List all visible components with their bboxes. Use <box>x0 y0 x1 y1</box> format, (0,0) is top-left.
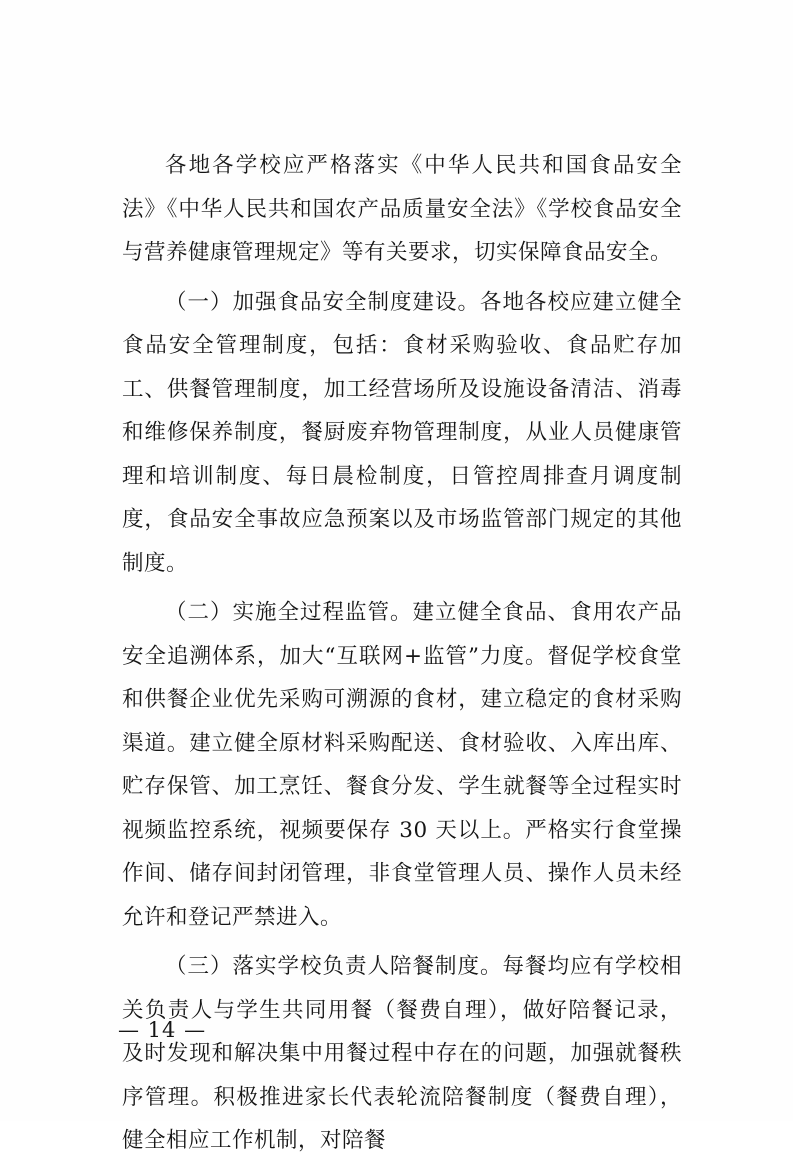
paragraph-section-2: （二）实施全过程监管。建立健全食品、食用农产品安全追溯体系，加大“互联网+监管”力度。督促学校食堂和供餐企业优先采购可溯源的食材，建立稳定的食材采购渠道。建立健全原材料采购配送、食材验收、入库出库、贮存保管、加工烹饪、餐食分发、学生就餐等全过程实时视频监控系统，视频要保存 30 天以上。严格实行食堂操作间、储存间封闭管理，非食堂管理人员、操作人员未经允许和登记严禁进入。 <box>122 600 682 930</box>
paragraph-intro: 各地各学校应严格落实《中华人民共和国食品安全法》《中华人民共和国农产品质量安全法》《学校食品安全与营养健康管理规定》等有关要求，切实保障食品安全。 <box>122 153 682 265</box>
paragraph-section-3: （三）落实学校负责人陪餐制度。每餐均应有学校相关负责人与学生共同用餐（餐费自理），做好陪餐记录，及时发现和解决集中用餐过程中存在的问题，加强就餐秩序管理。积极推进家长代表轮流陪餐制度（餐费自理），健全相应工作机制，对陪餐 <box>122 954 682 1153</box>
document-body <box>122 144 682 1169</box>
page-number: — 14 — <box>118 1018 207 1042</box>
paragraph-section-1: （一）加强食品安全制度建设。各地各校应建立健全食品安全管理制度，包括：食材采购验收、食品贮存加工、供餐管理制度，加工经营场所及设施设备清洁、消毒和维修保养制度，餐厨废弃物管理制度，从业人员健康管理和培训制度、每日晨检制度，日管控周排查月调度制度，食品安全事故应急预案以及市场监管部门规定的其他制度。 <box>122 289 682 576</box>
